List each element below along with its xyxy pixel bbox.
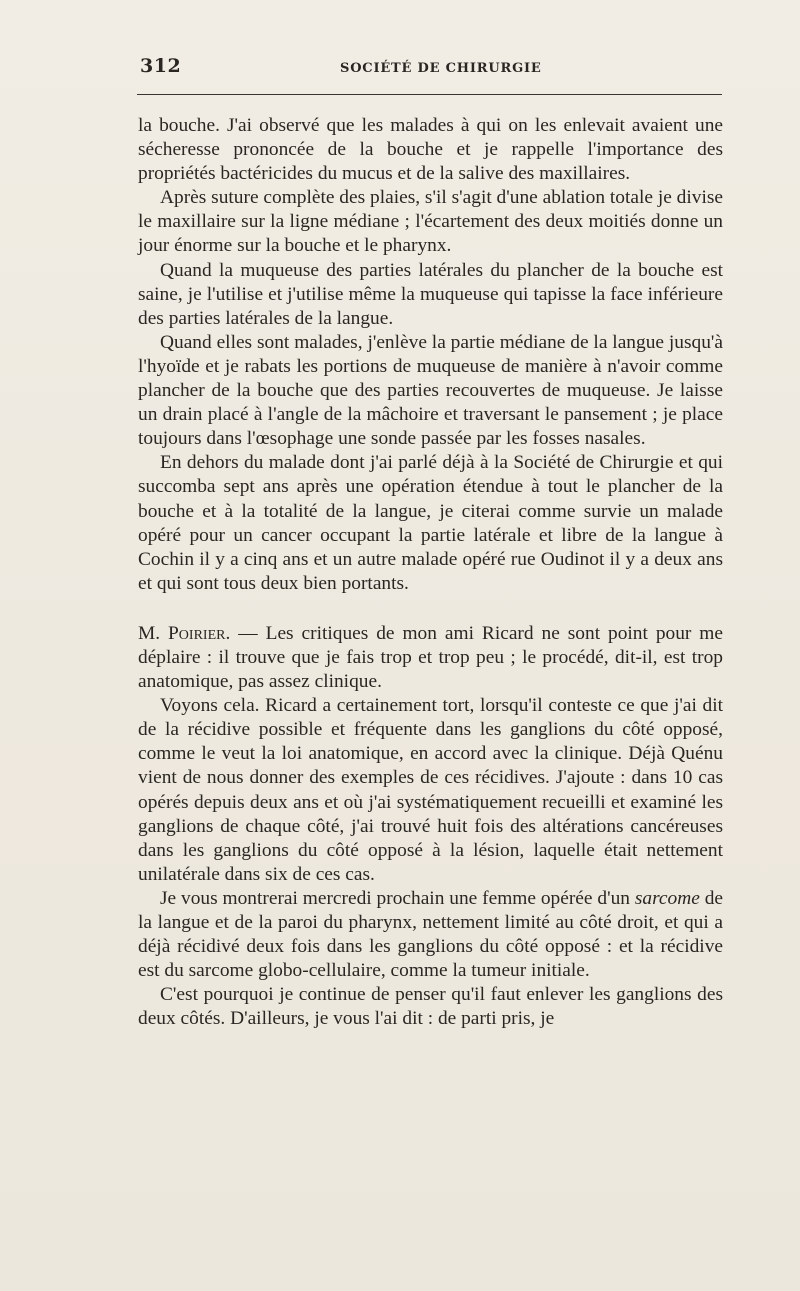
speaker-name: M. Poirier. (138, 622, 231, 644)
page-number: 312 (140, 55, 182, 77)
running-title: SOCIÉTÉ DE CHIRURGIE (340, 61, 542, 76)
emphasis-sarcome: sarcome (634, 887, 700, 909)
paragraph-8 (138, 887, 723, 983)
paragraph-9: C'est pourquoi je continue de penser qu'il faut enlever les ganglions des deux côtés. D'ailleurs, je vous l'ai dit : de parti pris, je (138, 984, 723, 1030)
paragraph-6-text: — Les critiques de mon ami Ricard ne sont point pour me déplaire : il trouve que je fais trop et trop peu ; le procédé, dit-il, est trop anatomique, pas assez clinique. (138, 622, 723, 693)
paragraph-2: Après suture complète des plaies, s'il s'agit d'une ablation totale je divise le maxillaire sur la ligne médiane ; l'écartement des deux moitiés donne un jour énorme sur la bouche et le pharynx. (138, 187, 723, 257)
paragraph-5: En dehors du malade dont j'ai parlé déjà à la Société de Chirurgie et qui succomba sept ans après une opération étendue à tout le plancher de la bouche et à la totalité de la langue, je citerai comme survie un malade opéré pour un cancer occupant la partie latérale et libre de la langue à Cochin il y a cinq ans et un autre malade opéré rue Oudinot il y a deux ans et qui sont tous deux bien portants. (138, 452, 723, 594)
page-header (137, 55, 722, 85)
paragraph-4: Quand elles sont malades, j'enlève la partie médiane de la langue jusqu'à l'hyoïde et je rabats les portions de muqueuse de manière à n'avoir comme plancher de la bouche que des parties recouvertes de muqueuse. Je laisse un drain placé à l'angle de la mâchoire et traversant le pansement ; je place toujours dans l'œsophage une sonde passée par les fosses nasales. (138, 331, 723, 450)
paragraph-8-text-after: de la langue et de la paroi du pharynx, nettement limité au côté droit, et qui a déjà récidivé deux fois dans les ganglions du côté opposé : et la récidive est du sarcome globo-cellulaire, comme la tumeur initiale. (138, 887, 724, 982)
body-text (138, 114, 723, 1031)
paragraph-6 (138, 622, 723, 694)
paragraph-7: Voyons cela. Ricard a certainement tort, lorsqu'il conteste ce que j'ai dit de la récidive possible et fréquente dans les ganglions du côté opposé, comme le veut la loi anatomique, en accord avec la clinique. Déjà Quénu vient de nous donner des exemples de ces récidives. J'ajoute : dans 10 cas opérés depuis deux ans et où j'ai systématiquement recueilli et examiné les ganglions de chaque côté, j'ai trouvé huit fois des altérations cancéreuses dans les ganglions du côté opposé à la lésion, laquelle était nettement unilatérale dans six de ces cas. (138, 695, 723, 885)
paragraph-8-text-before: Je vous montrerai mercredi prochain une femme opérée d'un (160, 887, 635, 909)
paragraph-1: la bouche. J'ai observé que les malades à qui on les enlevait avaient une sécheresse prononcée de la bouche et je rappelle l'importance des propriétés bactéricides du mucus et de la salive des maxillaires. (138, 115, 723, 185)
header-rule (137, 94, 722, 95)
paragraph-3: Quand la muqueuse des parties latérales du plancher de la bouche est saine, je l'utilise et j'utilise même la muqueuse qui tapisse la face inférieure des parties latérales de la langue. (138, 259, 723, 329)
